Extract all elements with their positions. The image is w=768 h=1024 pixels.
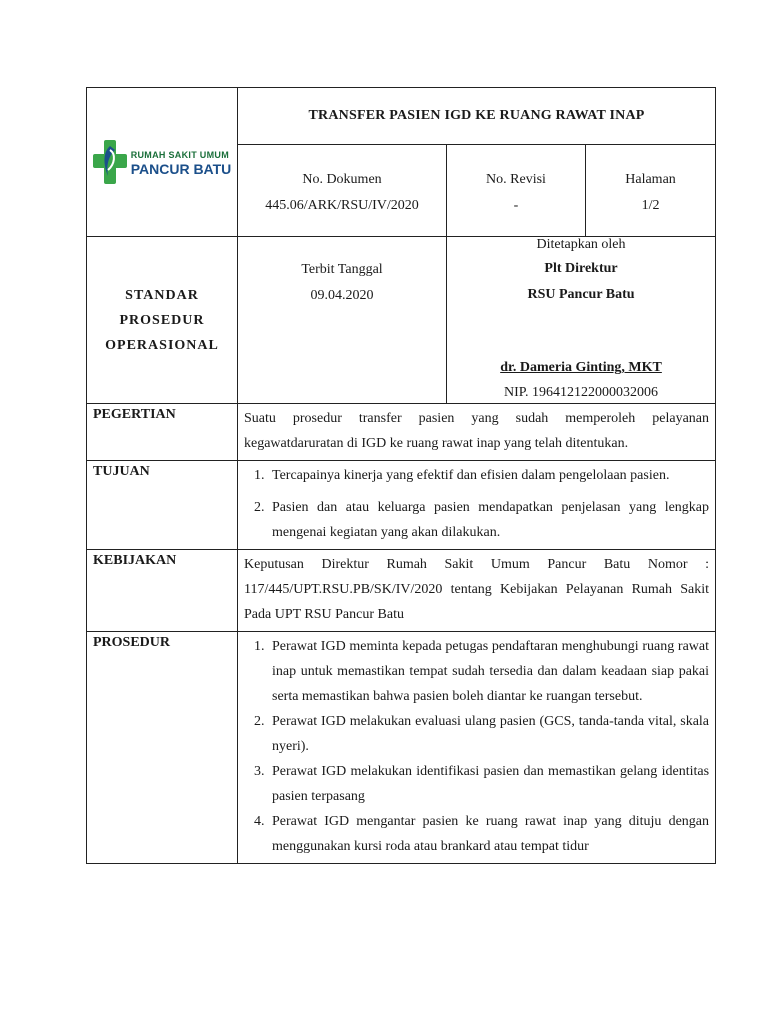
pengertian-text: Suatu prosedur transfer pasien yang sudah memperoleh pelayanan kegawatdaruratan di IGD ke ruang rawat inap yang telah ditentukan.	[238, 404, 716, 461]
issue-date-cell	[238, 237, 447, 404]
sop-line3: OPERASIONAL	[105, 337, 219, 353]
tujuan-label: TUJUAN	[87, 461, 238, 550]
doc-number-value: 445.06/ARK/RSU/IV/2020	[265, 198, 419, 213]
doc-number-cell	[238, 145, 447, 237]
list-item: 2. Perawat IGD melakukan evaluasi ulang pasien (GCS, tanda-tanda vital, skala nyeri).	[268, 709, 709, 759]
approval-cell	[447, 237, 716, 404]
issue-date-label: Terbit Tanggal	[301, 262, 383, 277]
hospital-name-line1: RUMAH SAKIT UMUM	[130, 150, 229, 160]
prosedur-label: PROSEDUR	[87, 632, 238, 864]
tujuan-content	[238, 461, 716, 550]
kebijakan-label: KEBIJAKAN	[87, 550, 238, 632]
revision-value: -	[513, 198, 519, 213]
kebijakan-text: Keputusan Direktur Rumah Sakit Umum Pancur Batu Nomor : 117/445/UPT.RSU.PB/SK/IV/2020 tentang Kebijakan Pelayanan Rumah Sakit Pada UPT RSU Pancur Batu	[238, 550, 716, 632]
sop-line2: PROSEDUR	[119, 312, 205, 328]
sop-title-cell	[87, 237, 238, 404]
document-title: TRANSFER PASIEN IGD KE RUANG RAWAT INAP	[238, 88, 716, 145]
approver-position: Plt Direktur	[544, 261, 618, 276]
list-item: 1. Tercapainya kinerja yang efektif dan efisien dalam pengelolaan pasien.	[268, 463, 709, 488]
pengertian-label: PEGERTIAN	[87, 404, 238, 461]
hospital-logo-cell	[87, 88, 238, 237]
hospital-logo	[87, 138, 237, 186]
revision-label: No. Revisi	[486, 172, 546, 187]
hospital-name-line2: PANCUR BATU	[130, 161, 232, 177]
page-value: 1/2	[641, 198, 660, 213]
sop-line1: STANDAR	[125, 287, 199, 303]
approver-name: dr. Dameria Ginting, MKT	[500, 360, 662, 375]
list-item: 1. Perawat IGD meminta kepada petugas pendaftaran menghubungi ruang rawat inap untuk memastikan tempat sudah tersedia dan dalam keadaan siap pakai serta memastikan bahwa pasien boleh diantar ke ruangan tersebut.	[268, 634, 709, 709]
doc-number-label: No. Dokumen	[302, 172, 382, 187]
list-item: 4. Perawat IGD mengantar pasien ke ruang rawat inap yang dituju dengan menggunakan kursi roda atau brankard atau tempat tidur	[268, 809, 709, 859]
medical-cross-logo-icon	[93, 138, 127, 186]
page-cell	[586, 145, 716, 237]
approved-by-label: Ditetapkan oleh	[536, 237, 626, 252]
approver-nip: NIP. 196412122000032006	[504, 385, 659, 400]
page-label: Halaman	[625, 172, 676, 187]
list-item: 3. Perawat IGD melakukan identifikasi pasien dan memastikan gelang identitas pasien terpasang	[268, 759, 709, 809]
revision-cell	[447, 145, 586, 237]
list-item: 2. Pasien dan atau keluarga pasien mendapatkan penjelasan yang lengkap mengenai kegiatan yang akan dilakukan.	[268, 495, 709, 545]
prosedur-list	[244, 634, 709, 859]
sop-document-table	[86, 87, 716, 864]
prosedur-content	[238, 632, 716, 864]
issue-date-value: 09.04.2020	[310, 288, 374, 303]
approver-institution: RSU Pancur Batu	[527, 287, 635, 302]
tujuan-list	[244, 463, 709, 545]
